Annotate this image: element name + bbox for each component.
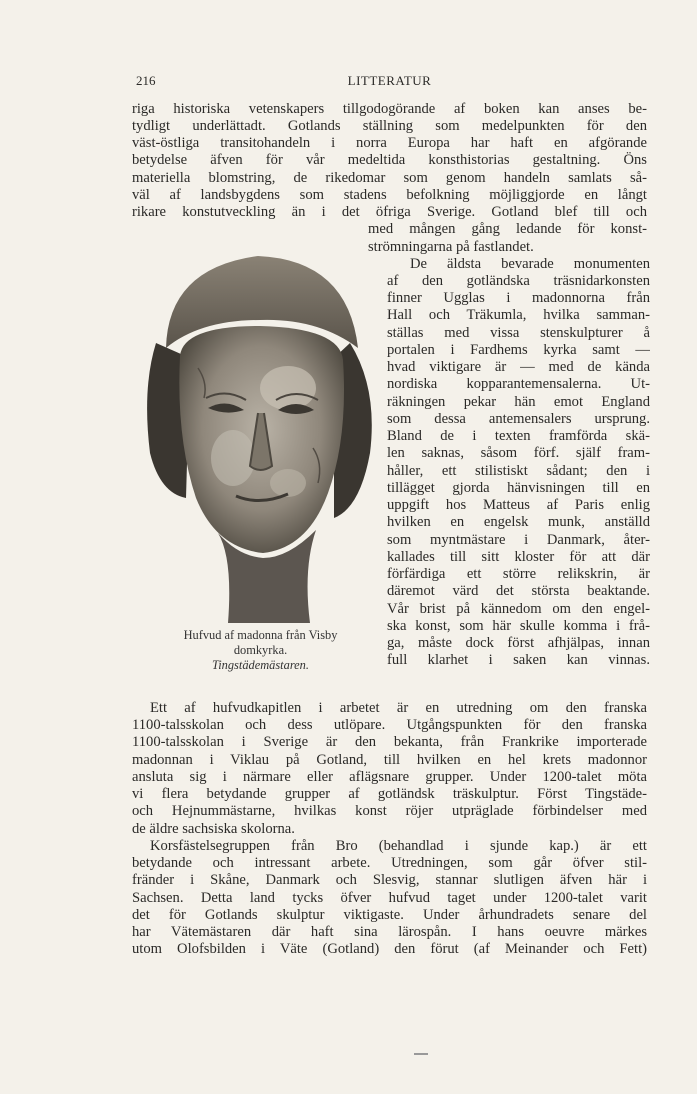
text-line: 1100-talsskolan och dess utlöpare. Utgångspunkten för den franska	[132, 717, 647, 733]
text-line: len saknas, såsom förf. själf fram-	[387, 445, 650, 461]
text-line: fränder i Skåne, Danmark och Slesvig, stannar slutligen äfven här i	[132, 872, 647, 888]
text-line: hvilken en engelsk munk, anställd	[387, 514, 650, 530]
text-line: riga historiska vetenskapers tillgodogörande af boken kan anses be-	[132, 101, 647, 117]
running-head: LITTERATUR	[347, 73, 432, 88]
text-line: madonnan i Viklau på Gotland, till hvilken en hel krets madonnor	[132, 752, 647, 768]
text-line: Sachsen. Detta land tycks öfver hufvud taget under 1200-talet varit	[132, 890, 647, 906]
text-line: utom Olofsbilden i Väte (Gotland) den förut (af Meinander och Fett)	[132, 941, 647, 957]
page-header	[132, 73, 647, 93]
text-line: betydelse äfven för vår medeltida konsthistorias gestaltning. Öns	[132, 152, 647, 168]
text-line: portalen i Fardhems kyrka samt —	[387, 342, 650, 358]
text-line: nordiska kopparantemensalerna. Ut-	[387, 376, 650, 392]
text-line: som dessa antemensalers ursprung.	[387, 411, 650, 427]
text-line: Korsfästelsegruppen från Bro (behandlad i sjunde kap.) är ett	[150, 838, 647, 854]
text-line: Bland de i texten framförda skä-	[387, 428, 650, 444]
text-line: strömningarna på fastlandet.	[368, 239, 534, 255]
text-line: håller, ett stilistiskt sådant; den i	[387, 463, 650, 479]
sculpture-head-image	[138, 248, 383, 623]
text-line: ga, måste dock först afhjälpas, innan	[387, 635, 650, 651]
page-number: 216	[136, 73, 156, 88]
caption-line: Hufvud af madonna från Visby	[183, 628, 338, 642]
text-line: tillägget gjorda hänvisningen till en	[387, 480, 650, 496]
text-line: kallades till sitt kloster för att där	[387, 549, 650, 565]
text-line: rikare konstutveckling än i det öfriga Sverige. Gotland blef till och	[132, 204, 647, 220]
figure-caption	[138, 628, 383, 673]
text-line: 1100-talsskolan i Sverige är den bekanta, från Frankrike importerade	[132, 734, 647, 750]
text-line: ställas med vissa stenskulpturer å	[387, 325, 650, 341]
text-line: de äldre sachsiska skolorna.	[132, 821, 295, 837]
text-line: De äldsta bevarade monumenten	[410, 256, 650, 272]
text-line: med mången gång ledande för konst-	[368, 221, 647, 237]
text-line: finner Ugglas i madonnorna från	[387, 290, 650, 306]
text-line: Vår brist på kännedom om den engel-	[387, 601, 650, 617]
text-line: som myntmästare i Danmark, åter-	[387, 532, 650, 548]
text-line: ansluta sig i närmare eller aflägsnare grupper. Under 1200-talet möta	[132, 769, 647, 785]
text-line: betydande och intressant arbete. Utredningen, som går öfver stil-	[132, 855, 647, 871]
text-line: materiella blomstring, de rikedomar som genom handeln samlats så-	[132, 170, 647, 186]
caption-credit: Tingstädemästaren.	[212, 658, 309, 672]
text-line: uppgift hos Matteus af Paris enlig	[387, 497, 650, 513]
footer-mark	[414, 1053, 428, 1055]
text-line: Hall och Träkumla, hvilka samman-	[387, 307, 650, 323]
text-line: väl af landsbygdens som stadens befolkning möjliggjorde en långt	[132, 187, 647, 203]
text-line: förfärdiga ett större relikskrin, är	[387, 566, 650, 582]
text-line: af den gotländska träsnidarkonsten	[387, 273, 650, 289]
text-line: tydligt underlättadt. Gotlands ställning som medelpunkten för den	[132, 118, 647, 134]
text-line: ska konst, som här skulle komma i frå-	[387, 618, 650, 634]
text-line: har Vätemästaren där haft sina lärospån. I hans oeuvre märkes	[132, 924, 647, 940]
madonna-head-photo	[138, 248, 383, 623]
text-line: och Hejnummästarne, hvilkas konst röjer utpräglade förbindelser med	[132, 803, 647, 819]
text-line: räkningen pekar hän emot England	[387, 394, 650, 410]
text-line: hvad viktigare är — med de kända	[387, 359, 650, 375]
text-line: vi flera betydande grupper af gotländsk träskulptur. Först Tingstäde-	[132, 786, 647, 802]
text-line: Ett af hufvudkapitlen i arbetet är en utredning om den franska	[150, 700, 647, 716]
text-line: däremot värd det största beaktande.	[387, 583, 650, 599]
text-line: väst-östliga transitohandeln i norra Europa har haft en afgörande	[132, 135, 647, 151]
caption-line: domkyrka.	[233, 643, 288, 657]
text-line: det för Gotlands skulptur viktigaste. Under århundradets senare del	[132, 907, 647, 923]
text-line: full klarhet i saken kan vinnas.	[387, 652, 650, 668]
